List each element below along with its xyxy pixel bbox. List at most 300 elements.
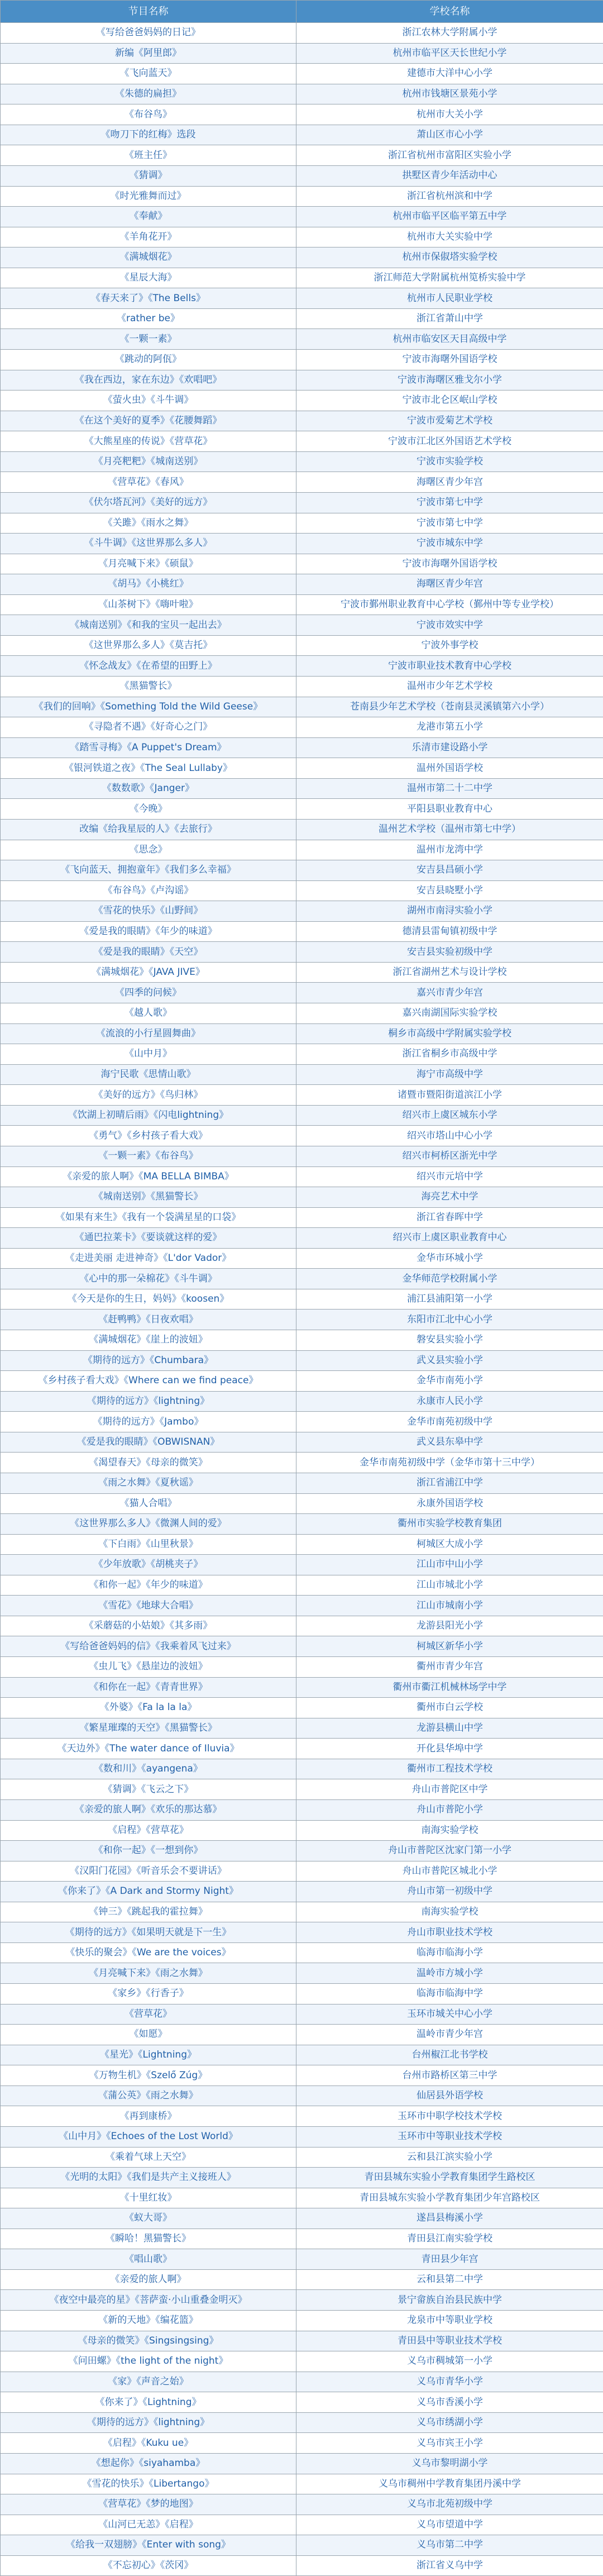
program-name-cell: 《如愿》 [1, 2025, 296, 2045]
program-name-cell: 《怀念战友》《在希望的田野上》 [1, 656, 296, 677]
table-row [1, 1759, 603, 1779]
school-name-cell: 永康市人民小学 [296, 1391, 603, 1412]
school-name-cell: 宁波市海曙外国语学校 [296, 554, 603, 574]
table-row [1, 1432, 603, 1453]
program-name-cell: 《春天来了》《The Bells》 [1, 288, 296, 309]
school-name-cell: 海宁市高级中学 [296, 1064, 603, 1085]
program-name-cell: 《写给爸爸妈妈的日记》 [1, 23, 296, 44]
program-name-cell: 《赶鸭鸭》《日夜欢唱》 [1, 1310, 296, 1330]
school-name-cell: 绍兴市上虞区职业教育中心 [296, 1228, 603, 1249]
table-row [1, 1882, 603, 1902]
school-name-cell: 义乌市稠州中学教育集团丹溪中学 [296, 2474, 603, 2494]
program-name-cell: 《家乡》《行香子》 [1, 1984, 296, 2004]
table-row [1, 840, 603, 860]
school-name-cell: 浙江省春晖中学 [296, 1207, 603, 1228]
program-name-cell: 《银河铁道之夜》《The Seal Lullaby》 [1, 758, 296, 779]
school-name-cell: 浙江农林大学附属小学 [296, 23, 603, 44]
school-name-cell: 玉环市城关中心小学 [296, 2004, 603, 2025]
table-row [1, 431, 603, 452]
table-row [1, 942, 603, 963]
table-row [1, 145, 603, 166]
school-name-cell: 宁波市职业技术教育中心学校 [296, 656, 603, 677]
table-row [1, 1534, 603, 1555]
program-name-cell: 《满城烟花》 [1, 247, 296, 268]
program-name-cell: 《满城烟花》《崖上的波妞》 [1, 1330, 296, 1351]
program-name-cell: 《心中的那一朵棉花》《斗牛调》 [1, 1269, 296, 1289]
school-name-cell: 宁波市实验学校 [296, 451, 603, 472]
table-row [1, 574, 603, 595]
program-name-cell: 《雪花》《地球大合唱》 [1, 1596, 296, 1616]
table-row [1, 1636, 603, 1657]
table-row [1, 492, 603, 513]
program-name-cell: 《和你在一起》《青青世界》 [1, 1677, 296, 1698]
program-name-cell: 《蚁大哥》 [1, 2208, 296, 2229]
table-row [1, 1228, 603, 1249]
school-name-cell: 龙游县阳光小学 [296, 1616, 603, 1636]
school-name-cell: 龙港市第五小学 [296, 717, 603, 738]
program-name-cell: 《寻隐者不遇》《好奇心之门》 [1, 717, 296, 738]
program-name-cell: 《朱德的扁担》 [1, 84, 296, 104]
table-row [1, 1085, 603, 1106]
program-name-cell: 《营草花》《春风》 [1, 472, 296, 493]
program-name-cell: 《虫儿飞》《悬崖边的波妞》 [1, 1657, 296, 1678]
program-name-cell: 《写给爸爸妈妈的信》《我乘着风飞过来》 [1, 1636, 296, 1657]
table-row [1, 329, 603, 350]
program-name-cell: 《布谷鸟》 [1, 104, 296, 125]
table-row [1, 758, 603, 779]
table-row [1, 350, 603, 370]
program-name-cell: 《通巴拉莱卡》《要谈就这样的爱》 [1, 1228, 296, 1249]
program-name-cell: 《时光雅舞而过》 [1, 186, 296, 207]
program-name-cell: 《爱是我的眼睛》《年少的味道》 [1, 921, 296, 942]
school-name-cell: 桐乡市高级中学附属实验学校 [296, 1023, 603, 1044]
table-row [1, 1902, 603, 1922]
school-name-cell: 衢州市工程技术学校 [296, 1759, 603, 1779]
school-name-cell: 舟山市普陀区中学 [296, 1779, 603, 1800]
program-name-cell: 《营草花》《梦的地图》 [1, 2494, 296, 2515]
school-name-cell: 湖州市南浔实验小学 [296, 901, 603, 922]
program-name-cell: 《钟三》《跳起我的霍拉舞》 [1, 1902, 296, 1922]
program-name-cell: 《关雎》《雨水之舞》 [1, 513, 296, 534]
school-name-cell: 杭州市临安区天目高级中学 [296, 329, 603, 350]
program-name-cell: 《如果有来生》《我有一个袋满星星的口袋》 [1, 1207, 296, 1228]
table-row [1, 1493, 603, 1514]
table-row [1, 2290, 603, 2311]
program-name-cell: 《万物生机》《Szelő Zúg》 [1, 2065, 296, 2086]
table-row [1, 1003, 603, 1024]
program-name-cell: 《流浪的小行星圆舞曲》 [1, 1023, 296, 1044]
school-name-cell: 云和县第二中学 [296, 2269, 603, 2290]
program-name-cell: 《爱是我的眼睛》《天空》 [1, 942, 296, 963]
table-row [1, 1248, 603, 1269]
table-row [1, 1146, 603, 1166]
school-name-cell: 安吉县实验初级中学 [296, 942, 603, 963]
school-name-cell: 杭州市人民职业学校 [296, 288, 603, 309]
program-name-cell: 《城南送别》《和我的宝贝一起出去》 [1, 615, 296, 636]
program-name-cell: 《月亮粑粑》《城南送别》 [1, 451, 296, 472]
school-name-cell: 临海市临海小学 [296, 1942, 603, 1963]
table-row [1, 1799, 603, 1820]
program-name-cell: 《一颗一素》《布谷鸟》 [1, 1146, 296, 1166]
school-name-cell: 温州艺术学校（温州市第七中学） [296, 819, 603, 840]
table-row [1, 2372, 603, 2392]
table-row [1, 2085, 603, 2106]
table-row [1, 1942, 603, 1963]
school-name-cell: 拱墅区青少年活动中心 [296, 165, 603, 186]
school-name-cell: 青田县江南实验学校 [296, 2229, 603, 2249]
school-name-cell: 德清县雷甸镇初级中学 [296, 921, 603, 942]
table-row [1, 1269, 603, 1289]
table-row [1, 554, 603, 574]
program-name-cell: 《乡村孩子看大戏》《Where can we find peace》 [1, 1371, 296, 1392]
table-row [1, 1105, 603, 1126]
school-name-cell: 温州市龙湾中学 [296, 840, 603, 860]
program-name-cell: 《瞬哈！黑猫警长》 [1, 2229, 296, 2249]
program-name-cell: 《夜空中最亮的星》《菩萨蛮·小山重叠金明灭》 [1, 2290, 296, 2311]
program-name-cell: 《猫人合唱》 [1, 1493, 296, 1514]
table-row [1, 104, 603, 125]
table-row [1, 2331, 603, 2351]
program-name-cell: 《数数歌》《Janger》 [1, 778, 296, 799]
program-name-cell: 《雨之水舞》《夏秋谣》 [1, 1473, 296, 1493]
table-row [1, 411, 603, 431]
program-name-cell: 《给我一双翅膀》《Enter with song》 [1, 2535, 296, 2556]
program-name-cell: 《亲爱的旅人啊》《欢乐的那达慕》 [1, 1799, 296, 1820]
table-row [1, 2229, 603, 2249]
table-row [1, 165, 603, 186]
school-name-cell: 台州椒江北书学校 [296, 2045, 603, 2065]
table-row [1, 2392, 603, 2413]
program-name-cell: 新编《阿里郎》 [1, 43, 296, 64]
school-name-cell: 武义县东皋中学 [296, 1432, 603, 1453]
program-name-cell: 《山茶树下》《嗨叶啦》 [1, 594, 296, 615]
table-row [1, 1187, 603, 1208]
program-name-cell: 《采蘑菇的小姑娘》《其多雨》 [1, 1616, 296, 1636]
program-name-cell: 《十里红妆》 [1, 2188, 296, 2208]
school-name-cell: 嘉兴南湖国际实验学校 [296, 1003, 603, 1024]
school-name-cell: 嘉兴市青少年宫 [296, 983, 603, 1003]
program-name-cell: 《rather be》 [1, 308, 296, 329]
school-name-cell: 宁波市鄞州职业教育中心学校（鄞州中等专业学校） [296, 594, 603, 615]
program-name-cell: 《满城烟花》《JAVA JIVE》 [1, 962, 296, 983]
table-row [1, 594, 603, 615]
table-row [1, 1718, 603, 1739]
school-name-cell: 开化县华埠中学 [296, 1739, 603, 1759]
table-row [1, 1023, 603, 1044]
school-name-cell: 义乌市北苑初级中学 [296, 2494, 603, 2515]
school-name-cell: 苍南县少年艺术学校（苍南县灵溪镇第六小学） [296, 697, 603, 717]
program-name-cell: 《勇气》《乡村孩子看大戏》 [1, 1126, 296, 1146]
school-name-cell: 金华市南苑初级中学 [296, 1412, 603, 1432]
header-row [1, 1, 603, 23]
program-name-cell: 《不忘初心》《茨冈》 [1, 2555, 296, 2576]
school-name-cell: 乐清市建设路小学 [296, 737, 603, 758]
program-name-cell: 《乘着气球上天空》 [1, 2147, 296, 2168]
table-row [1, 2453, 603, 2474]
school-name-cell: 宁波市第七中学 [296, 513, 603, 534]
program-name-cell: 《问田螺》《the light of the night》 [1, 2351, 296, 2372]
school-name-cell: 杭州市钱塘区景苑小学 [296, 84, 603, 104]
school-name-cell: 温岭市方城小学 [296, 1963, 603, 1984]
table-row [1, 1207, 603, 1228]
table-row [1, 207, 603, 227]
table-row [1, 901, 603, 922]
program-name-cell: 《营草花》 [1, 2004, 296, 2025]
program-name-cell: 《期待的远方》《如果明天就是下一生》 [1, 1922, 296, 1943]
table-row [1, 268, 603, 288]
table-body [1, 23, 603, 2576]
table-row [1, 2208, 603, 2229]
table-row [1, 534, 603, 554]
school-name-cell: 浙江省湖州艺术与设计学校 [296, 962, 603, 983]
table-row [1, 2126, 603, 2147]
school-name-cell: 温州市第二十二中学 [296, 778, 603, 799]
school-name-cell: 磐安县实验小学 [296, 1330, 603, 1351]
school-name-cell: 浙江省杭州滨和中学 [296, 186, 603, 207]
program-name-cell: 《飞向蓝天》 [1, 64, 296, 84]
school-name-cell: 青田县中等职业技术学校 [296, 2331, 603, 2351]
school-name-cell: 海曙区青少年宫 [296, 574, 603, 595]
program-name-cell: 《班主任》 [1, 145, 296, 166]
school-name-cell: 义乌市青华小学 [296, 2372, 603, 2392]
table-row [1, 1289, 603, 1310]
table-row [1, 2269, 603, 2290]
school-name-cell: 萧山区市心小学 [296, 125, 603, 145]
program-name-cell: 《亲爱的旅人啊》 [1, 2269, 296, 2290]
school-name-cell: 柯城区大成小学 [296, 1534, 603, 1555]
table-row [1, 1555, 603, 1575]
table-row [1, 23, 603, 44]
program-name-cell: 《下白雨》《山里秋景》 [1, 1534, 296, 1555]
table-row [1, 227, 603, 247]
table-row [1, 451, 603, 472]
school-name-cell: 杭州市大关小学 [296, 104, 603, 125]
program-name-cell: 《雪花的快乐》《山野间》 [1, 901, 296, 922]
table-row [1, 1739, 603, 1759]
table-row [1, 308, 603, 329]
program-name-cell: 《母亲的微笑》《Singsingsing》 [1, 2331, 296, 2351]
table-row [1, 1616, 603, 1636]
school-name-cell: 绍兴市塔山中心小学 [296, 1126, 603, 1146]
program-name-cell: 《伏尔塔瓦河》《美好的远方》 [1, 492, 296, 513]
table-row [1, 1677, 603, 1698]
program-name-cell: 《奉献》 [1, 207, 296, 227]
table-row [1, 1453, 603, 1473]
table-row [1, 2351, 603, 2372]
school-name-cell: 宁波市海曙区雅戈尔小学 [296, 370, 603, 391]
school-name-cell: 宁波市江北区外国语艺术学校 [296, 431, 603, 452]
program-name-cell: 《亲爱的旅人啊》《MA BELLA BIMBA》 [1, 1166, 296, 1187]
school-name-cell: 诸暨市暨阳街道滨江小学 [296, 1085, 603, 1106]
school-name-cell: 临海市临海中学 [296, 1984, 603, 2004]
program-name-cell: 《雪花的快乐》《Libertango》 [1, 2474, 296, 2494]
program-name-cell: 《汉阳门花园》《听音乐会不要讲话》 [1, 1861, 296, 1882]
school-name-cell: 宁波市城东中学 [296, 534, 603, 554]
program-name-cell: 《飞向蓝天、拥抱童年》《我们多么幸福》 [1, 860, 296, 881]
table-row [1, 2025, 603, 2045]
school-name-cell: 海亮艺术中学 [296, 1187, 603, 1208]
program-name-cell: 《光明的太阳》《我们是共产主义接班人》 [1, 2168, 296, 2188]
program-name-cell: 《布谷鸟》《卢沟谣》 [1, 880, 296, 901]
program-name-cell: 改编《给我星辰的人》《去旅行》 [1, 819, 296, 840]
school-name-cell: 义乌市绣湖小学 [296, 2412, 603, 2433]
table-row [1, 2188, 603, 2208]
table-row [1, 2555, 603, 2576]
table-row [1, 1330, 603, 1351]
table-row [1, 1064, 603, 1085]
table-row [1, 2433, 603, 2454]
program-name-cell: 《斗牛调》《这世界那么多人》 [1, 534, 296, 554]
table-row [1, 1514, 603, 1535]
school-name-cell: 安吉县昌硕小学 [296, 860, 603, 881]
school-name-cell: 浙江师范大学附属杭州笕桥实验中学 [296, 268, 603, 288]
table-row [1, 125, 603, 145]
program-name-cell: 《山中月》 [1, 1044, 296, 1065]
table-row [1, 370, 603, 391]
header-program-name: 节目名称 [1, 1, 296, 23]
school-name-cell: 青田县城东实验小学教育集团学生路校区 [296, 2168, 603, 2188]
school-name-cell: 东阳市江北中心小学 [296, 1310, 603, 1330]
table-row [1, 391, 603, 411]
table-row [1, 1126, 603, 1146]
program-name-cell: 《今晚》 [1, 799, 296, 820]
school-name-cell: 台州市路桥区第三中学 [296, 2065, 603, 2086]
school-name-cell: 永康外国语学校 [296, 1493, 603, 1514]
school-name-cell: 海曙区青少年宫 [296, 472, 603, 493]
table-row [1, 799, 603, 820]
table-row [1, 1371, 603, 1392]
school-name-cell: 义乌市黎明湖小学 [296, 2453, 603, 2474]
school-name-cell: 宁波市效实中学 [296, 615, 603, 636]
table-row [1, 921, 603, 942]
table-row [1, 43, 603, 64]
program-name-cell: 《家》《声音之始》 [1, 2372, 296, 2392]
table-row [1, 247, 603, 268]
table-row [1, 2515, 603, 2535]
school-name-cell: 龙泉市中等职业学校 [296, 2311, 603, 2331]
program-name-cell: 《新的天地》《编花篮》 [1, 2311, 296, 2331]
school-name-cell: 舟山市普陀小学 [296, 1799, 603, 1820]
school-name-cell: 建德市大洋中心小学 [296, 64, 603, 84]
program-name-cell: 《期待的远方》《Chumbara》 [1, 1350, 296, 1371]
school-name-cell: 浙江省浦江中学 [296, 1473, 603, 1493]
school-name-cell: 衢州市青少年宫 [296, 1657, 603, 1678]
school-name-cell: 温州外国语学校 [296, 758, 603, 779]
program-name-cell: 《大熊星座的传说》《营草花》 [1, 431, 296, 452]
table-row [1, 1473, 603, 1493]
school-name-cell: 平阳县职业教育中心 [296, 799, 603, 820]
table-row [1, 880, 603, 901]
school-name-cell: 温州市少年艺术学校 [296, 677, 603, 697]
school-name-cell: 衢州市实验学校教育集团 [296, 1514, 603, 1535]
school-name-cell: 云和县江滨实验小学 [296, 2147, 603, 2168]
school-name-cell: 安吉县晓墅小学 [296, 880, 603, 901]
table-row [1, 697, 603, 717]
program-name-cell: 《在这个美好的夏季》《花腰舞蹈》 [1, 411, 296, 431]
school-name-cell: 浙江省萧山中学 [296, 308, 603, 329]
program-name-cell: 《猜调》 [1, 165, 296, 186]
table-row [1, 64, 603, 84]
program-name-cell: 《蒲公英》《雨之水舞》 [1, 2085, 296, 2106]
table-row [1, 717, 603, 738]
program-name-cell: 《期待的远方》《lightning》 [1, 2412, 296, 2433]
school-name-cell: 舟山市第一初级中学 [296, 1882, 603, 1902]
school-name-cell: 江山市中山小学 [296, 1555, 603, 1575]
table-row [1, 1657, 603, 1678]
school-name-cell: 宁波市爱菊艺术学校 [296, 411, 603, 431]
school-name-cell: 武义县实验小学 [296, 1350, 603, 1371]
program-name-cell: 《期待的远方》《lightning》 [1, 1391, 296, 1412]
school-name-cell: 遂昌县梅溪小学 [296, 2208, 603, 2229]
table-row [1, 288, 603, 309]
table-row [1, 1412, 603, 1432]
program-name-cell: 《你来了》《A Dark and Stormy Night》 [1, 1882, 296, 1902]
school-name-cell: 玉环市中等职业技术学校 [296, 2126, 603, 2147]
program-name-cell: 《今天是你的生日，妈妈》《koosen》 [1, 1289, 296, 1310]
program-name-cell: 《渴望春天》《母亲的微笑》 [1, 1453, 296, 1473]
table-row [1, 2045, 603, 2065]
program-name-cell: 《外婆》《Fa la la la》 [1, 1698, 296, 1718]
program-name-cell: 《饮湖上初晴后雨》《闪电lightning》 [1, 1105, 296, 1126]
program-name-cell: 《我在西边，家在东边》《欢唱吧》 [1, 370, 296, 391]
table-row [1, 1166, 603, 1187]
program-name-cell: 《再到康桥》 [1, 2106, 296, 2127]
program-name-cell: 《山中月》《Echoes of the Lost World》 [1, 2126, 296, 2147]
school-name-cell: 杭州市保俶塔实验学校 [296, 247, 603, 268]
school-name-cell: 杭州市临平区天长世纪小学 [296, 43, 603, 64]
school-name-cell: 义乌市第二中学 [296, 2535, 603, 2556]
program-name-cell: 《四季的问候》 [1, 983, 296, 1003]
program-name-cell: 《数和川》《ayangena》 [1, 1759, 296, 1779]
school-name-cell: 柯城区新华小学 [296, 1636, 603, 1657]
school-name-cell: 金华市环城小学 [296, 1248, 603, 1269]
program-name-cell: 海宁民歌《思情山歌》 [1, 1064, 296, 1085]
program-name-cell: 《爱是我的眼睛》《OBWISNAN》 [1, 1432, 296, 1453]
school-name-cell: 金华市南苑初级中学（金华市第十三中学） [296, 1453, 603, 1473]
school-name-cell: 景宁畲族自治县民族中学 [296, 2290, 603, 2311]
program-name-cell: 《你来了》《Lightning》 [1, 2392, 296, 2413]
school-name-cell: 南海实验学校 [296, 1820, 603, 1841]
school-name-cell: 龙游县横山中学 [296, 1718, 603, 1739]
program-name-cell: 《萤火虫》《斗牛调》 [1, 391, 296, 411]
program-name-cell: 《天边外》《The water dance of Iluvia》 [1, 1739, 296, 1759]
school-name-cell: 绍兴市上虞区城东小学 [296, 1105, 603, 1126]
table-row [1, 1861, 603, 1882]
program-name-cell: 《繁星璀璨的天空》《黑猫警长》 [1, 1718, 296, 1739]
table-row [1, 1698, 603, 1718]
school-name-cell: 义乌市香溪小学 [296, 2392, 603, 2413]
table-row [1, 2474, 603, 2494]
school-name-cell: 绍兴市柯桥区浙光中学 [296, 1146, 603, 1166]
school-name-cell: 青田县城东实验小学教育集团少年宫路校区 [296, 2188, 603, 2208]
school-name-cell: 杭州市临平区临平第五中学 [296, 207, 603, 227]
table-row [1, 983, 603, 1003]
program-name-cell: 《少年放歌》《胡桃夹子》 [1, 1555, 296, 1575]
program-name-cell: 《走进美丽 走进神奇》《L'dor Vador》 [1, 1248, 296, 1269]
school-name-cell: 义乌市望道中学 [296, 2515, 603, 2535]
table-row [1, 2065, 603, 2086]
program-name-cell: 《这世界那么多人》《莫吉托》 [1, 635, 296, 656]
table-row [1, 819, 603, 840]
table-row [1, 84, 603, 104]
school-name-cell: 青田县少年宫 [296, 2249, 603, 2270]
table-row [1, 656, 603, 677]
program-name-cell: 《城南送别》《黑猫警长》 [1, 1187, 296, 1208]
table-row [1, 1044, 603, 1065]
table-row [1, 1820, 603, 1841]
table-row [1, 1575, 603, 1596]
program-name-cell: 《期待的远方》《Jambo》 [1, 1412, 296, 1432]
